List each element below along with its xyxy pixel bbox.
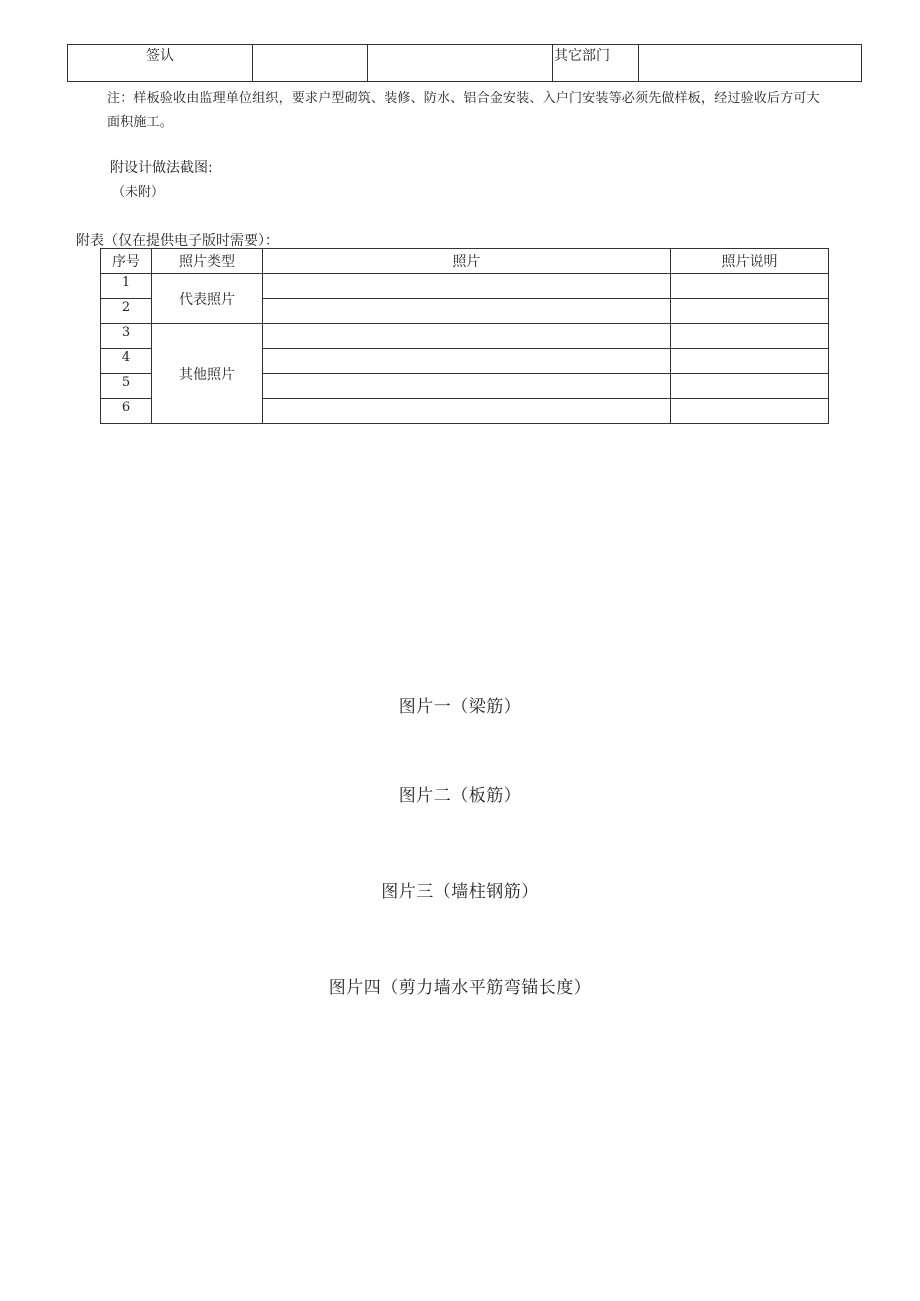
photo-cell[interactable]	[263, 324, 671, 349]
header-photo: 照片	[263, 249, 671, 274]
sign-label-cell	[68, 45, 253, 82]
note-line-1: 注：样板验收由监理单位组织，要求户型砌筑、装修、防水、铝合金安装、入户门安装等必须先做样板，经过验收后方可大	[107, 91, 820, 106]
sign-label: 签认	[146, 48, 174, 64]
photo-cell[interactable]	[263, 274, 671, 299]
row-number: 2	[101, 299, 152, 324]
other-dept-label-cell	[553, 45, 639, 82]
photo-cell[interactable]	[263, 299, 671, 324]
photo-type-cell: 其他照片	[152, 324, 263, 424]
header-photo-desc: 照片说明	[671, 249, 829, 274]
note-text	[107, 87, 867, 135]
photo-type-cell: 代表照片	[152, 274, 263, 324]
sign-table	[67, 44, 862, 82]
row-number: 1	[101, 274, 152, 299]
attachment-status: （未附）	[112, 185, 165, 200]
table-row	[101, 324, 829, 349]
attachment-title: 附设计做法截图:	[110, 160, 213, 176]
row-number: 5	[101, 374, 152, 399]
photo-desc-cell[interactable]	[671, 274, 829, 299]
table-row	[101, 274, 829, 299]
photo-desc-cell[interactable]	[671, 374, 829, 399]
photo-desc-cell[interactable]	[671, 299, 829, 324]
photo-cell[interactable]	[263, 349, 671, 374]
other-dept-label: 其它部门	[554, 48, 610, 64]
caption-wall-column-rebar: 图片三（墙柱钢筋）	[381, 882, 539, 902]
header-photo-type: 照片类型	[152, 249, 263, 274]
photo-desc-cell[interactable]	[671, 349, 829, 374]
row-number: 6	[101, 399, 152, 424]
photo-cell[interactable]	[263, 399, 671, 424]
photo-desc-cell[interactable]	[671, 324, 829, 349]
caption-shear-wall-rebar: 图片四（剪力墙水平筋弯锚长度）	[328, 978, 592, 998]
sign-blank-cell[interactable]	[368, 45, 553, 82]
row-number: 3	[101, 324, 152, 349]
caption-beam-rebar: 图片一（梁筋）	[398, 697, 522, 717]
photo-desc-cell[interactable]	[671, 399, 829, 424]
photo-cell[interactable]	[263, 374, 671, 399]
sign-row	[68, 45, 862, 82]
photo-table-title: 附表（仅在提供电子版时需要）：	[76, 233, 279, 249]
header-seq: 序号	[101, 249, 152, 274]
caption-slab-rebar: 图片二（板筋）	[398, 786, 522, 806]
photo-table-header	[101, 249, 829, 274]
photo-table	[100, 248, 829, 424]
other-dept-blank-cell[interactable]	[639, 45, 862, 82]
row-number: 4	[101, 349, 152, 374]
sign-blank-cell[interactable]	[253, 45, 368, 82]
note-line-2: 面积施工。	[107, 115, 174, 130]
